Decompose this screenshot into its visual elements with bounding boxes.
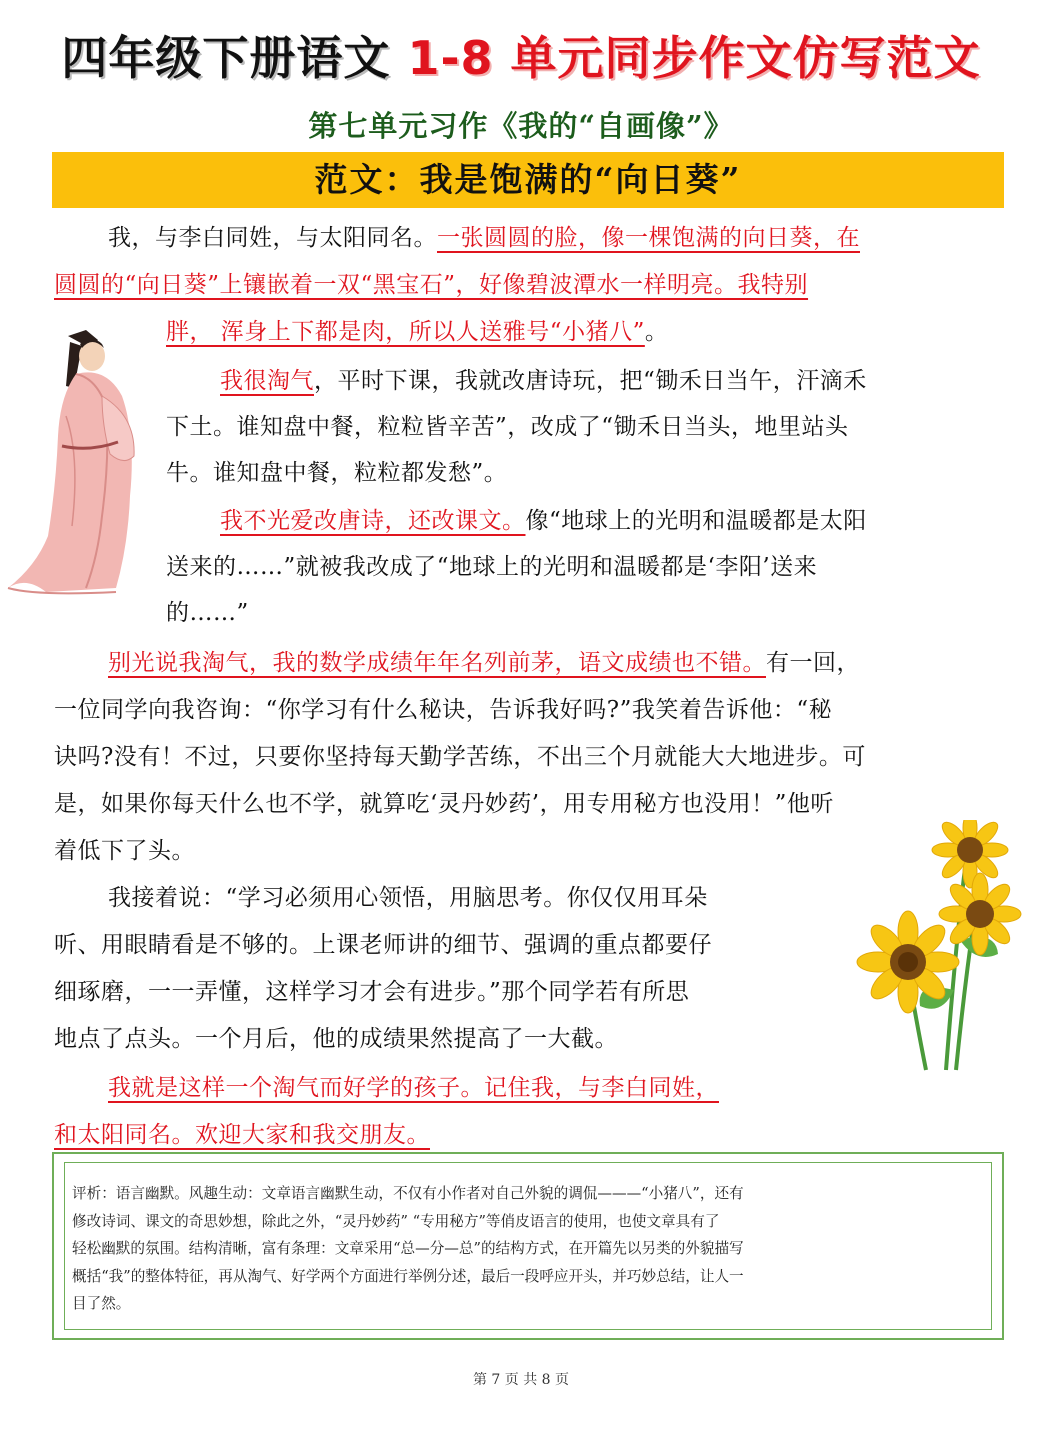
essay-highlight: 胖， 浑身上下都是肉，所以人送雅号“小猪八” <box>166 319 645 345</box>
essay-title-banner <box>52 152 1004 208</box>
review-line: 目了然。 <box>72 1295 131 1312</box>
essay-line: 牛。谁知盘中餐，粒粒都发愁”。 <box>166 460 508 486</box>
essay-line <box>54 1121 430 1149</box>
essay-line: 一位同学向我咨询：“你学习有什么秘诀，告诉我好吗?”我笑着告诉他：“秘 <box>54 697 833 723</box>
essay-line: 的……” <box>166 600 249 626</box>
essay-line: 着低下了头。 <box>54 838 195 864</box>
essay-highlight: 和太阳同名。欢迎大家和我交朋友。 <box>54 1122 430 1148</box>
essay-line: 我接着说：“学习必须用心领悟，用脑思考。你仅仅用耳朵 <box>108 885 708 911</box>
essay-highlight: 一张圆圆的脸，像一棵饱满的向日葵，在 <box>437 225 860 251</box>
header-title-black: 四年级下册语文 <box>61 31 391 85</box>
essay-line: 细琢磨，一一弄懂，这样学习才会有进步。”那个同学若有所思 <box>54 979 690 1005</box>
essay-text: 像“地球上的光明和温暖都是太阳 <box>525 508 867 534</box>
essay-highlight: 圆圆的“向日葵”上镶嵌着一双“黑宝石”，好像碧波潭水一样明亮。我特别 <box>54 272 809 298</box>
essay-line: 听、用眼睛看是不够的。上课老师讲的细节、强调的重点都要仔 <box>54 932 712 958</box>
essay-text: ，平时下课，我就改唐诗玩，把“锄禾日当午，汗滴禾 <box>314 368 867 394</box>
page-number: 第 7 页 共 8 页 <box>472 1372 570 1388</box>
review-text <box>72 1180 974 1318</box>
essay-highlight: 别光说我淘气，我的数学成绩年年名列前茅，语文成绩也不错。 <box>108 650 766 676</box>
essay-line <box>108 1074 719 1102</box>
review-line: 轻松幽默的氛围。结构清晰，富有条理：文章采用“总—分—总”的结构方式，在开篇先以另类的外貌描写 <box>72 1240 744 1257</box>
essay-text: 有一回， <box>766 650 860 676</box>
essay-title: 范文：我是饱满的“向日葵” <box>314 160 742 199</box>
essay-text: 我，与李白同姓，与太阳同名。 <box>108 225 437 251</box>
essay-line <box>54 271 808 299</box>
header-title-red: 1-8 单元同步作文仿写范文 <box>407 31 981 85</box>
essay-line: 下土。谁知盘中餐，粒粒皆辛苦”，改成了“锄禾日当头，地里站头 <box>166 414 849 440</box>
review-line: 修改诗词、课文的奇思妙想，除此之外，“灵丹妙药” “专用秘方”等俏皮语言的使用，也使文章具有了 <box>72 1212 720 1230</box>
essay-line: 地点了点头。一个月后，他的成绩果然提高了一大截。 <box>54 1026 618 1052</box>
unit-title: 第七单元习作《我的“自画像”》 <box>308 109 734 143</box>
page-header-title <box>0 22 1042 88</box>
review-box <box>52 1152 1004 1340</box>
essay-highlight: 我很淘气 <box>220 368 314 394</box>
essay-line <box>108 649 860 677</box>
essay-line <box>166 318 668 346</box>
essay-text: 。 <box>644 319 669 345</box>
essay-line: 诀吗?没有！不过，只要你坚持每天勤学苦练，不出三个月就能大大地进步。可 <box>54 744 866 770</box>
essay-line <box>220 367 867 395</box>
review-line: 概括“我”的整体特征，再从淘气、好学两个方面进行举例分述，最后一段呼应开头，并巧妙总结，让人一 <box>72 1267 744 1285</box>
review-line: 评析：语言幽默。风趣生动：文章语言幽默生动，不仅有小作者对自己外貌的调侃———“小猪八”，还有 <box>72 1185 744 1202</box>
essay-line: 送来的……”就被我改成了“地球上的光明和温暖都是‘李阳’送来 <box>166 554 818 580</box>
essay-line <box>108 224 860 252</box>
poet-illustration <box>6 326 168 606</box>
sunflower-illustration <box>846 820 1042 1076</box>
essay-line: 是，如果你每天什么也不学，就算吃‘灵丹妙药’，用专用秘方也没用！”他听 <box>54 791 834 817</box>
essay-highlight: 我就是这样一个淘气而好学的孩子。记住我，与李白同姓， <box>108 1075 719 1101</box>
essay-line <box>220 507 867 535</box>
essay-highlight: 我不光爱改唐诗，还改课文。 <box>220 508 526 534</box>
